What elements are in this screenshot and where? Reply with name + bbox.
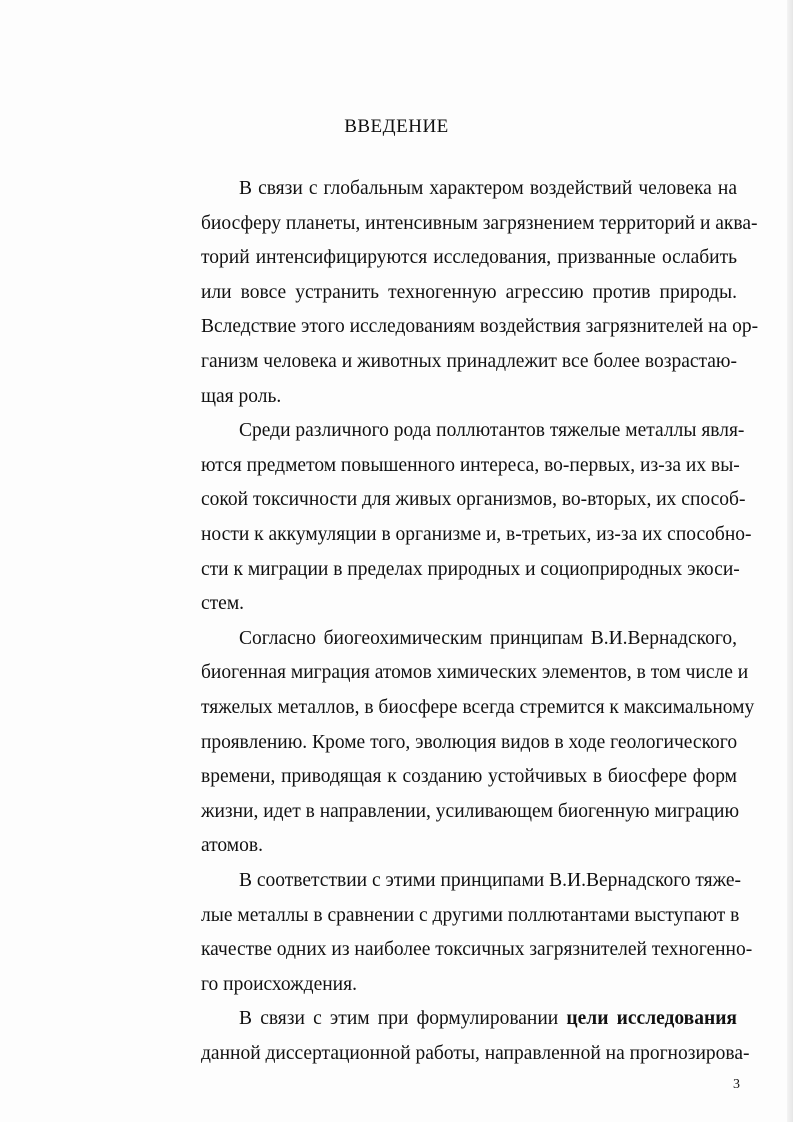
text-line: Среди различного рода поллютантов тяжелые металлы явля- (239, 420, 745, 441)
text-line: го происхождения. (201, 974, 357, 995)
text-line: жизни, идет в направлении, усиливающем биогенную миграцию (201, 801, 740, 822)
scan-edge (787, 0, 793, 1122)
text-line: времени, приводящая к созданию устойчивых в биосфере форм (201, 766, 737, 787)
text-line: тяжелых металлов, в биосфере всегда стремится к максимальному (201, 697, 755, 718)
text-line: сокой токсичности для живых организмов, во-вторых, их способ- (201, 489, 746, 510)
text-line: ются предметом повышенного интереса, во-первых, из-за их вы- (201, 455, 740, 476)
text-line-with-emphasis (239, 1002, 737, 1036)
page-number: 3 (733, 1077, 740, 1092)
emphasis-text: цели исследования (566, 1008, 737, 1029)
text-fragment: В связи с этим при формулировании (239, 1008, 559, 1029)
text-line: стем. (201, 593, 245, 614)
text-line: В связи с глобальным характером воздействий человека на (239, 178, 737, 199)
text-line: или вовсе устранить техногенную агрессию против природы. (201, 282, 737, 303)
text-line: торий интенсифицируются исследования, призванные ослабить (201, 247, 737, 268)
text-line: В соответствии с этими принципами В.И.Вернадского тяже- (239, 870, 742, 891)
text-line: Согласно биогеохимическим принципам В.И.Вернадского, (239, 628, 737, 649)
text-line: ности к аккумуляции в организме и, в-третьих, из-за их способно- (201, 524, 752, 545)
text-line: биогенная миграция атомов химических элементов, в том числе и (201, 662, 749, 683)
text-line: биосферу планеты, интенсивным загрязнением территорий и аква- (201, 213, 758, 234)
text-line: качестве одних из наиболее токсичных загрязнителей техногенно- (201, 939, 753, 960)
text-line: сти к миграции в пределах природных и социоприродных экоси- (201, 559, 740, 580)
page-title: ВВЕДЕНИЕ (344, 116, 449, 137)
text-line: лые металлы в сравнении с другими поллютантами выступают в (201, 905, 740, 926)
text-line: проявлению. Кроме того, эволюция видов в ходе геологического (201, 732, 738, 753)
text-line: Вследствие этого исследованиям воздействия загрязнителей на ор- (201, 316, 759, 337)
text-line: данной диссертационной работы, направленной на прогнозирова- (201, 1043, 750, 1064)
text-line: атомов. (201, 835, 263, 856)
text-line: щая роль. (201, 386, 282, 407)
text-line: ганизм человека и животных принадлежит все более возрастаю- (201, 351, 737, 372)
